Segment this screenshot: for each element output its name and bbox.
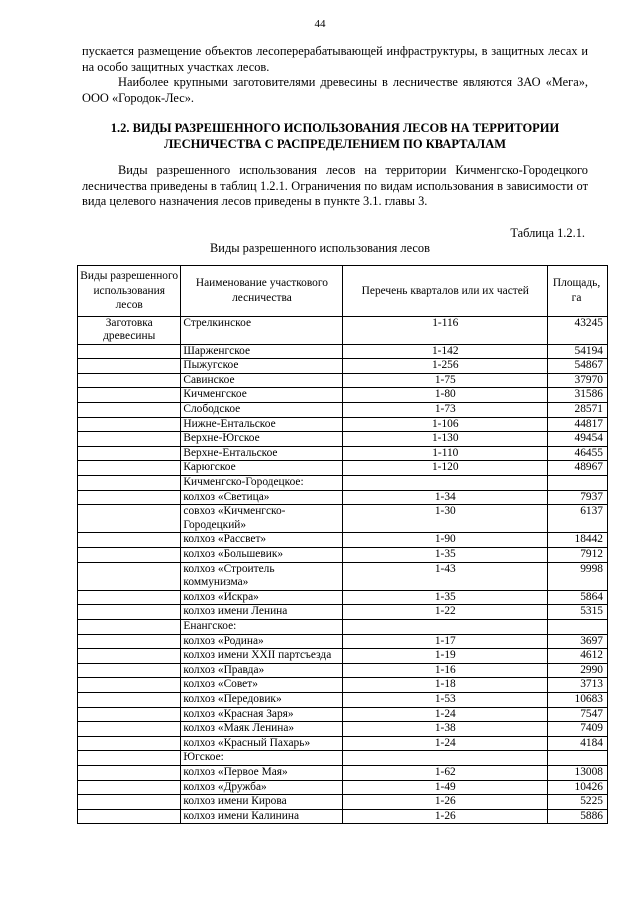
cell-district-name: колхоз имени Ленина <box>181 605 343 620</box>
cell-quarters: 1-62 <box>343 765 548 780</box>
cell-quarters: 1-18 <box>343 678 548 693</box>
cell-area: 9998 <box>548 562 608 590</box>
cell-district-name: Карюгское <box>181 461 343 476</box>
cell-use-type <box>78 605 181 620</box>
paragraph-harvesters: Наиболее крупными заготовителями древесины в лесничестве являются ЗАО «Мега», ООО «Городок-Лес». <box>82 75 588 105</box>
cell-area: 18442 <box>548 533 608 548</box>
cell-district-name: колхоз «Большевик» <box>181 548 343 563</box>
cell-quarters: 1-142 <box>343 344 548 359</box>
table-row <box>78 619 608 634</box>
cell-area: 46455 <box>548 446 608 461</box>
header-district-name: Наименование участкового лесничества <box>181 266 343 317</box>
cell-quarters: 1-35 <box>343 548 548 563</box>
cell-use-type <box>78 722 181 737</box>
cell-district-name: колхоз «Красный Пахарь» <box>181 736 343 751</box>
cell-use-type <box>78 780 181 795</box>
cell-area: 2990 <box>548 663 608 678</box>
cell-quarters: 1-53 <box>343 692 548 707</box>
table-row <box>78 809 608 824</box>
cell-use-type <box>78 461 181 476</box>
table-row <box>78 663 608 678</box>
cell-district-name: Пыжугское <box>181 359 343 374</box>
cell-quarters: 1-38 <box>343 722 548 737</box>
cell-area: 10426 <box>548 780 608 795</box>
cell-quarters: 1-106 <box>343 417 548 432</box>
cell-area: 7912 <box>548 548 608 563</box>
cell-district-name: колхоз «Первое Мая» <box>181 765 343 780</box>
header-area: Площадь, га <box>548 266 608 317</box>
cell-district-name: Кичменгско-Городецкое: <box>181 476 343 491</box>
cell-district-name: колхоз «Красная Заря» <box>181 707 343 722</box>
table-row <box>78 388 608 403</box>
table-row <box>78 780 608 795</box>
table-row <box>78 678 608 693</box>
cell-use-type <box>78 403 181 418</box>
table-row <box>78 359 608 374</box>
cell-use-type <box>78 678 181 693</box>
cell-quarters: 1-34 <box>343 490 548 505</box>
cell-use-type <box>78 388 181 403</box>
cell-use-type <box>78 795 181 810</box>
page-number: 44 <box>314 18 326 30</box>
cell-quarters: 1-35 <box>343 590 548 605</box>
table-body <box>78 316 608 824</box>
cell-district-name: колхоз «Рассвет» <box>181 533 343 548</box>
cell-area: 28571 <box>548 403 608 418</box>
table-row <box>78 562 608 590</box>
cell-district-name: колхоз «Строитель коммунизма» <box>181 562 343 590</box>
cell-use-type <box>78 548 181 563</box>
cell-area: 5864 <box>548 590 608 605</box>
table-row <box>78 533 608 548</box>
cell-quarters: 1-116 <box>343 316 548 344</box>
cell-district-name: колхоз «Дружба» <box>181 780 343 795</box>
cell-area <box>548 619 608 634</box>
cell-area: 10683 <box>548 692 608 707</box>
cell-use-type <box>78 619 181 634</box>
cell-district-name: колхоз имени Кирова <box>181 795 343 810</box>
cell-quarters: 1-256 <box>343 359 548 374</box>
cell-use-type <box>78 533 181 548</box>
table-row <box>78 634 608 649</box>
cell-district-name: Савинское <box>181 373 343 388</box>
cell-area: 3713 <box>548 678 608 693</box>
cell-area: 43245 <box>548 316 608 344</box>
cell-quarters: 1-75 <box>343 373 548 388</box>
cell-district-name: колхоз «Искра» <box>181 590 343 605</box>
cell-area: 3697 <box>548 634 608 649</box>
table-row <box>78 765 608 780</box>
forest-use-table <box>77 265 608 824</box>
table-header-row <box>78 266 608 317</box>
cell-area <box>548 476 608 491</box>
cell-district-name: Верхне-Югское <box>181 432 343 447</box>
cell-quarters: 1-120 <box>343 461 548 476</box>
table-row <box>78 692 608 707</box>
table-row <box>78 373 608 388</box>
table-row <box>78 590 608 605</box>
cell-area: 37970 <box>548 373 608 388</box>
cell-quarters <box>343 751 548 766</box>
cell-district-name: Шарженгское <box>181 344 343 359</box>
cell-quarters: 1-22 <box>343 605 548 620</box>
cell-district-name: Енангское: <box>181 619 343 634</box>
cell-district-name: колхоз «Совет» <box>181 678 343 693</box>
cell-use-type <box>78 417 181 432</box>
cell-quarters: 1-19 <box>343 649 548 664</box>
cell-area: 7409 <box>548 722 608 737</box>
cell-district-name: колхоз имени XXII партсъезда <box>181 649 343 664</box>
cell-use-type <box>78 736 181 751</box>
cell-area: 54194 <box>548 344 608 359</box>
cell-area: 49454 <box>548 432 608 447</box>
cell-use-type <box>78 476 181 491</box>
cell-district-name: Югское: <box>181 751 343 766</box>
table-row <box>78 490 608 505</box>
cell-use-type <box>78 490 181 505</box>
cell-quarters: 1-130 <box>343 432 548 447</box>
table-row <box>78 548 608 563</box>
cell-use-type <box>78 751 181 766</box>
cell-use-type <box>78 809 181 824</box>
cell-district-name: колхоз «Маяк Ленина» <box>181 722 343 737</box>
table-row <box>78 417 608 432</box>
cell-quarters: 1-110 <box>343 446 548 461</box>
cell-area: 6137 <box>548 505 608 533</box>
cell-quarters: 1-90 <box>343 533 548 548</box>
cell-use-type <box>78 373 181 388</box>
cell-quarters: 1-30 <box>343 505 548 533</box>
header-use-type: Виды разрешенного использования лесов <box>78 266 181 317</box>
table-row <box>78 649 608 664</box>
cell-district-name: Стрелкинское <box>181 316 343 344</box>
cell-quarters: 1-26 <box>343 809 548 824</box>
cell-use-type <box>78 634 181 649</box>
cell-area: 5225 <box>548 795 608 810</box>
cell-quarters <box>343 476 548 491</box>
paragraph-table-intro: Виды разрешенного использования лесов на территории Кичменгско-Городецкого лесничества приведены в таблиц 1.2.1. Ограничения по видам использования в зависимости от вида целевого назначения лесов приведены в пункте 3.1. главы 3. <box>82 163 588 208</box>
table-label: Таблица 1.2.1. <box>510 226 585 240</box>
table-row <box>78 722 608 737</box>
cell-use-type <box>78 562 181 590</box>
table-row <box>78 446 608 461</box>
cell-area: 7937 <box>548 490 608 505</box>
table-row <box>78 505 608 533</box>
cell-area: 4184 <box>548 736 608 751</box>
cell-area <box>548 751 608 766</box>
table-row <box>78 707 608 722</box>
cell-district-name: Верхне-Ентальское <box>181 446 343 461</box>
cell-quarters: 1-49 <box>343 780 548 795</box>
cell-quarters: 1-24 <box>343 707 548 722</box>
cell-use-type <box>78 590 181 605</box>
cell-area: 48967 <box>548 461 608 476</box>
cell-area: 13008 <box>548 765 608 780</box>
cell-use-type <box>78 663 181 678</box>
cell-use-type <box>78 692 181 707</box>
table-row <box>78 432 608 447</box>
cell-quarters <box>343 619 548 634</box>
header-quarters: Перечень кварталов или их частей <box>343 266 548 317</box>
cell-use-type <box>78 432 181 447</box>
cell-quarters: 1-26 <box>343 795 548 810</box>
cell-use-type <box>78 359 181 374</box>
table-row <box>78 795 608 810</box>
cell-area: 54867 <box>548 359 608 374</box>
section-heading: 1.2. ВИДЫ РАЗРЕШЕННОГО ИСПОЛЬЗОВАНИЯ ЛЕСОВ НА ТЕРРИТОРИИ ЛЕСНИЧЕСТВА С РАСПРЕДЕЛЕНИЕМ ПО КВАРТАЛАМ <box>110 121 560 151</box>
table-row <box>78 751 608 766</box>
cell-use-type <box>78 344 181 359</box>
cell-use-type <box>78 707 181 722</box>
cell-district-name: колхоз «Светица» <box>181 490 343 505</box>
cell-use-type <box>78 765 181 780</box>
table-caption: Виды разрешенного использования лесов <box>210 241 430 255</box>
cell-area: 5315 <box>548 605 608 620</box>
table-row <box>78 476 608 491</box>
table-row <box>78 736 608 751</box>
cell-district-name: Нижне-Ентальское <box>181 417 343 432</box>
cell-quarters: 1-16 <box>343 663 548 678</box>
cell-area: 44817 <box>548 417 608 432</box>
cell-use-type <box>78 446 181 461</box>
cell-quarters: 1-43 <box>343 562 548 590</box>
cell-area: 4612 <box>548 649 608 664</box>
table-row <box>78 344 608 359</box>
cell-quarters: 1-80 <box>343 388 548 403</box>
cell-use-type <box>78 649 181 664</box>
cell-area: 5886 <box>548 809 608 824</box>
cell-district-name: Слободское <box>181 403 343 418</box>
cell-quarters: 1-17 <box>343 634 548 649</box>
table-row <box>78 605 608 620</box>
cell-use-type: Заготовка древесины <box>78 316 181 344</box>
table-row <box>78 461 608 476</box>
table-row <box>78 316 608 344</box>
cell-district-name: колхоз «Правда» <box>181 663 343 678</box>
cell-district-name: колхоз «Родина» <box>181 634 343 649</box>
cell-district-name: Кичменгское <box>181 388 343 403</box>
cell-district-name: колхоз имени Калинина <box>181 809 343 824</box>
cell-district-name: совхоз «Кичменгско-Городецкий» <box>181 505 343 533</box>
cell-use-type <box>78 505 181 533</box>
cell-quarters: 1-73 <box>343 403 548 418</box>
cell-quarters: 1-24 <box>343 736 548 751</box>
cell-district-name: колхоз «Передовик» <box>181 692 343 707</box>
paragraph-infrastructure: пускается размещение объектов лесоперерабатывающей инфраструктуры, в защитных лесах и на особо защитных участках лесов. <box>82 44 588 74</box>
cell-area: 7547 <box>548 707 608 722</box>
table-row <box>78 403 608 418</box>
cell-area: 31586 <box>548 388 608 403</box>
